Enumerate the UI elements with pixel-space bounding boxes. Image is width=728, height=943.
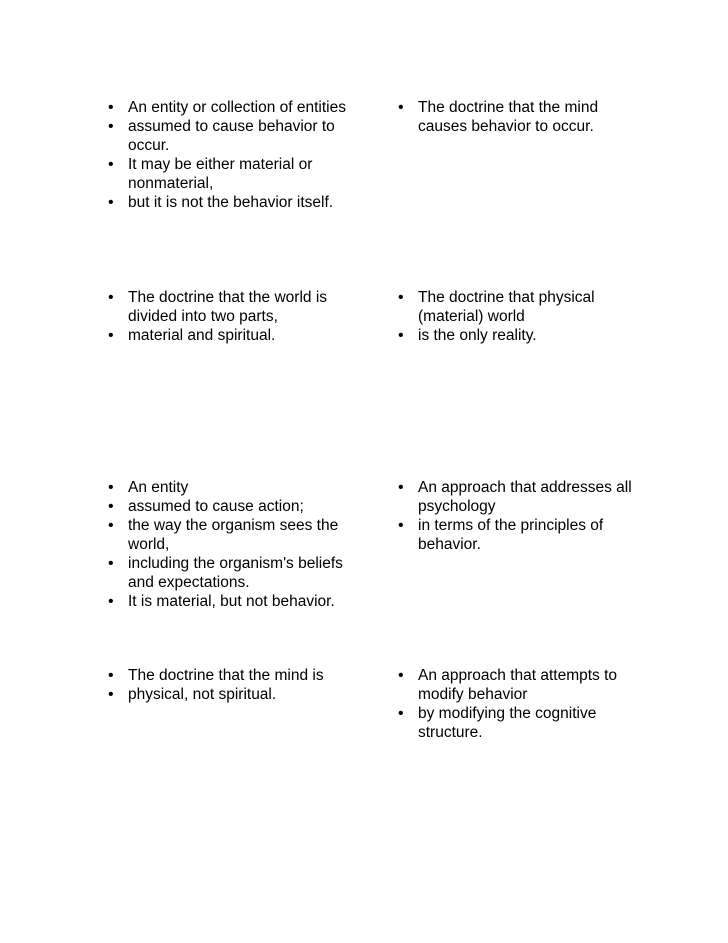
card-2 bbox=[398, 98, 623, 136]
card-4 bbox=[398, 288, 623, 345]
card-8-list bbox=[398, 666, 648, 742]
list-item: • An entity or collection of entities bbox=[108, 98, 363, 117]
list-item: • assumed to cause behavior to occur. bbox=[108, 117, 363, 155]
list-item: • It may be either material or nonmaterial, bbox=[108, 155, 363, 193]
list-item: • but it is not the behavior itself. bbox=[108, 193, 363, 212]
card-5 bbox=[108, 478, 370, 611]
list-item: • The doctrine that the mind causes behavior to occur. bbox=[398, 98, 623, 136]
card-1 bbox=[108, 98, 363, 212]
list-item: • material and spiritual. bbox=[108, 326, 358, 345]
list-item: • physical, not spiritual. bbox=[108, 685, 370, 704]
card-7 bbox=[108, 666, 370, 704]
list-item: • An approach that attempts to modify behavior bbox=[398, 666, 648, 704]
list-item: • by modifying the cognitive structure. bbox=[398, 704, 648, 742]
card-1-list bbox=[108, 98, 363, 212]
list-item: • The doctrine that physical (material) world bbox=[398, 288, 623, 326]
card-7-list bbox=[108, 666, 370, 704]
list-item: • The doctrine that the world is divided into two parts, bbox=[108, 288, 358, 326]
card-4-list bbox=[398, 288, 623, 345]
card-6 bbox=[398, 478, 643, 554]
list-item: • in terms of the principles of behavior. bbox=[398, 516, 643, 554]
list-item: • is the only reality. bbox=[398, 326, 623, 345]
card-5-list bbox=[108, 478, 370, 611]
list-item: • including the organism's beliefs and expectations. bbox=[108, 554, 370, 592]
card-8 bbox=[398, 666, 648, 742]
card-2-list bbox=[398, 98, 623, 136]
card-6-list bbox=[398, 478, 643, 554]
list-item: • An approach that addresses all psychology bbox=[398, 478, 643, 516]
list-item: • The doctrine that the mind is bbox=[108, 666, 370, 685]
list-item: • It is material, but not behavior. bbox=[108, 592, 370, 611]
list-item: • assumed to cause action; bbox=[108, 497, 370, 516]
list-item: • An entity bbox=[108, 478, 370, 497]
card-3-list bbox=[108, 288, 358, 345]
card-3 bbox=[108, 288, 358, 345]
list-item: • the way the organism sees the world, bbox=[108, 516, 370, 554]
